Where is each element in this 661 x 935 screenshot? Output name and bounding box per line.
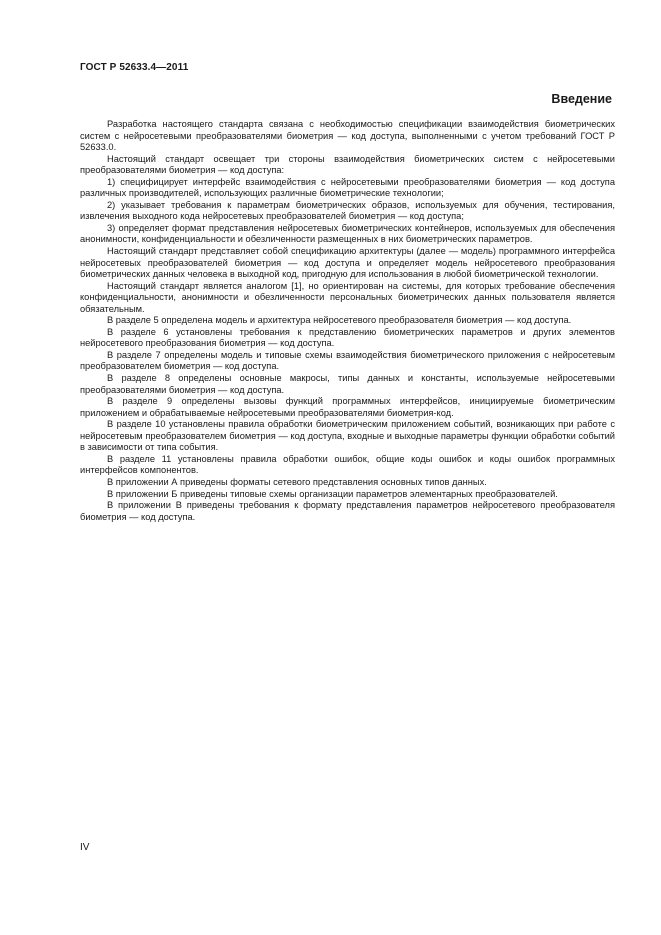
paragraph: В приложении А приведены форматы сетевого представления основных типов данных.	[107, 476, 487, 487]
paragraph: В разделе 6 установлены требования к представлению биометрических параметров и других элементов нейросетевого преобразования биометрия — код доступа.	[80, 326, 615, 349]
paragraph: Разработка настоящего стандарта связана с необходимостью спецификации взаимодействия биометрических систем с нейросетевыми преобразователями биометрия — код доступа, выполненными с учетом требований ГОСТ Р 52633.0.	[80, 119, 615, 153]
paragraph: В разделе 10 установлены правила обработки биометрическим приложением событий, возникающих при работе с нейросетевым преобразователем биометрия — код доступа, входные и выходные параметры функции обработки событий в зависимости от типа события.	[80, 419, 615, 453]
document-header: ГОСТ Р 52633.4—2011	[80, 62, 189, 73]
paragraph: В разделе 9 определены вызовы функций программных интерфейсов, инициируемые биометрическим приложением и обрабатываемые нейросетевыми преобразователями биометрия-код.	[80, 396, 615, 418]
section-title: Введение	[551, 92, 612, 106]
paragraph: Настоящий стандарт является аналогом [1], но ориентирован на системы, для которых требование обеспечения конфиденциальности, анонимности и обезличенности персональных биометрических данных пользователя является обязательным.	[80, 280, 615, 314]
list-item: 3) определяет формат представления нейросетевых биометрических контейнеров, используемых для обеспечения анонимности, конфиденциальности и обезличенности размещенных в них биометрических параметров.	[80, 222, 615, 245]
paragraph: В разделе 7 определены модель и типовые схемы взаимодействия биометрического приложения с нейросетевым преобразователем биометрия — код доступа.	[80, 349, 615, 372]
paragraph: Настоящий стандарт освещает три стороны взаимодействия биометрических систем с нейросетевыми преобразователями биометрия — код доступа:	[80, 153, 615, 176]
paragraph: Настоящий стандарт представляет собой спецификацию архитектуры (далее — модель) программного интерфейса нейросетевых преобразователей биометрия — код доступа и определяет модель нейросетевого преобразования биометрических данных человека в выходной код, пригодную для использования в любой биометрической технологии.	[80, 246, 615, 280]
paragraph: В приложении В приведены требования к формату представления параметров нейросетевого преобразователя биометрия — код доступа.	[80, 500, 615, 522]
paragraph: В разделе 8 определены основные макросы, типы данных и константы, используемые нейросетевыми преобразователями биометрия — код доступа.	[80, 373, 615, 395]
body-text	[80, 119, 615, 523]
paragraph: В приложении Б приведены типовые схемы организации параметров элементарных преобразователей.	[107, 488, 558, 499]
list-item: 1) специфицирует интерфейс взаимодействия с нейросетевыми преобразователями биометрия — код доступа различных производителей, использующих различные биометрические технологии;	[80, 176, 615, 199]
list-item: 2) указывает требования к параметрам биометрических образов, используемых для обучения, тестирования, извлечения выходного кода нейросетевых преобразователей биометрия — код доступа;	[80, 199, 615, 222]
paragraph: В разделе 5 определена модель и архитектура нейросетевого преобразователя биометрия — код доступа.	[107, 315, 572, 326]
paragraph: В разделе 11 установлены правила обработки ошибок, общие коды ошибок и коды ошибок программных интерфейсов компонентов.	[80, 453, 615, 476]
page-number: IV	[80, 842, 90, 853]
